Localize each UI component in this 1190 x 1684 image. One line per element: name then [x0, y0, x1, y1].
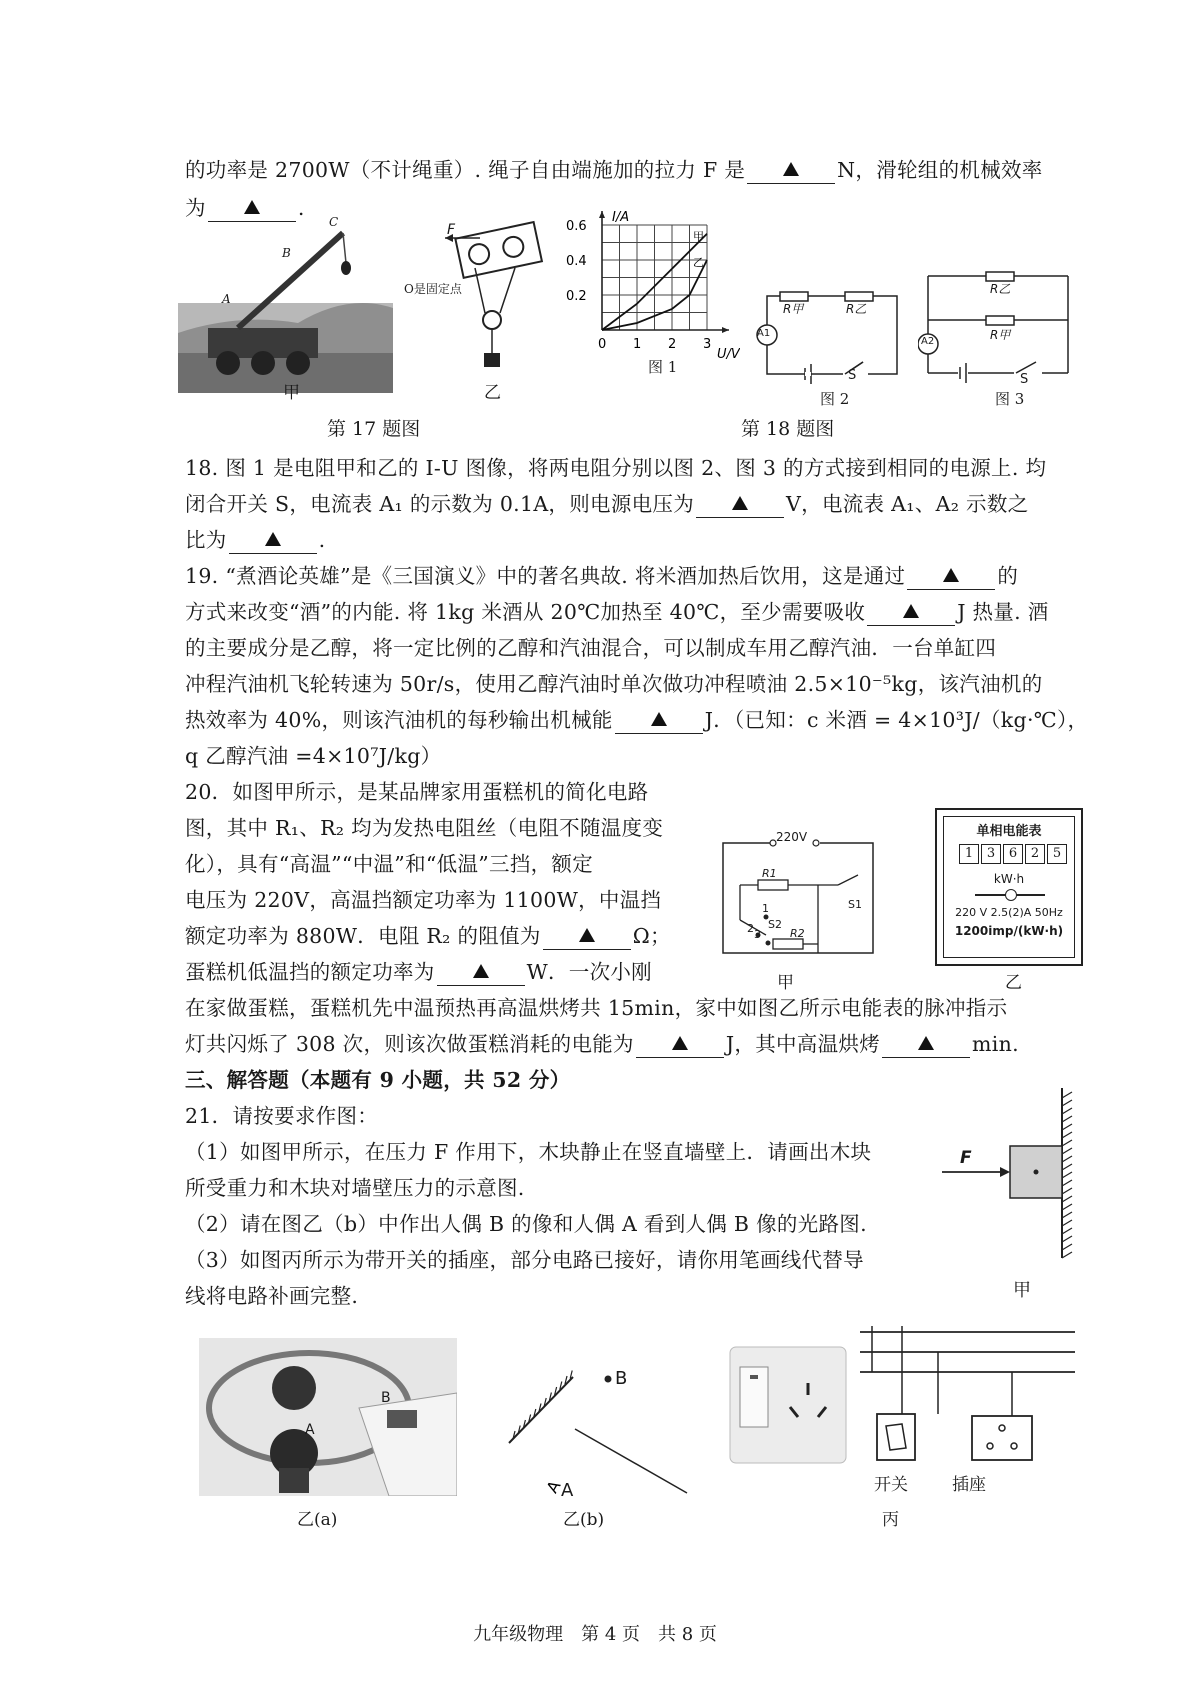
- answer-blank[interactable]: [636, 1031, 724, 1058]
- q20-line2: [185, 810, 663, 846]
- crane-photo: [178, 213, 393, 393]
- fig2-caption: 图 2: [820, 390, 850, 408]
- label-b: B: [282, 246, 291, 260]
- text: q 乙醇汽油 =4×10⁷J/kg）: [185, 744, 442, 768]
- wall-hatch: [1062, 1116, 1072, 1122]
- r-yi-label: R乙: [846, 302, 867, 316]
- triangle-icon: [579, 928, 595, 942]
- label-o-fixed: O是固定点: [404, 282, 462, 296]
- triangle-icon: [918, 1036, 934, 1050]
- meter-unit: kW·h: [993, 872, 1025, 886]
- r-yi-label: R乙: [990, 282, 1011, 296]
- point-a-label: A: [561, 1480, 574, 1501]
- pos1-label: 1: [762, 902, 769, 915]
- fig-yi-a-caption: 乙(a): [297, 1510, 338, 1530]
- switch-label: S: [848, 368, 857, 383]
- q17-line1: [185, 152, 1043, 188]
- q17-caption: 第 17 题图: [327, 418, 421, 440]
- wall-hatch: [1062, 1156, 1072, 1162]
- mirror-ray-diagram: [505, 1365, 695, 1500]
- q19-line4: [185, 666, 1043, 702]
- wall-hatch: [1062, 1092, 1072, 1098]
- wall-hatch: [1062, 1204, 1072, 1210]
- text: （1）如图甲所示，在压力 F 作用下，木块静止在竖直墙壁上．请画出木块: [185, 1140, 872, 1164]
- text: V，电流表 A₁、A₂ 示数之: [786, 492, 1029, 516]
- text: 18. 图 1 是电阻甲和乙的 I-U 图像，将两电阻分别以图 2、图 3 的方式接到相同的电源上. 均: [185, 456, 1047, 480]
- triangle-icon: [265, 532, 281, 546]
- wall-hatch: [1062, 1140, 1072, 1146]
- point-b-label: B: [615, 1368, 628, 1389]
- pos2-label: 2: [747, 922, 754, 935]
- q21-1a: [185, 1134, 871, 1170]
- q21-1b: [185, 1170, 525, 1206]
- text: （3）如图丙所示为带开关的插座，部分电路已接好，请你用笔画线代替导: [185, 1248, 864, 1272]
- x-tick-label: 0: [598, 337, 607, 352]
- label-c: C: [329, 215, 339, 229]
- text: 灯共闪烁了 308 次，则该次做蛋糕消耗的电能为: [185, 1032, 634, 1056]
- text: 热效率为 40%，则该汽油机的每秒输出机械能: [185, 708, 613, 732]
- q19-line6: [185, 738, 441, 774]
- wall-hatch: [1062, 1180, 1072, 1186]
- fig-jia-caption: 甲: [283, 383, 300, 403]
- y-axis-label: I/A: [612, 210, 630, 225]
- x-axis-label: U/V: [717, 347, 740, 360]
- wall-hatch: [1062, 1108, 1072, 1114]
- fig-yi-b-caption: 乙(b): [563, 1510, 605, 1530]
- text: 三、解答题（本题有 9 小题，共 52 分）: [185, 1068, 571, 1092]
- text: 方式来改变“酒”的内能. 将 1kg 米酒从 20℃加热至 40℃，至少需要吸收: [185, 600, 866, 624]
- wall-block-diagram: [940, 1088, 1080, 1263]
- ammeter-a1-label: A1: [757, 328, 771, 339]
- fig-yi-caption: 乙: [1005, 973, 1022, 993]
- meter-digits: [959, 844, 1067, 864]
- wall-hatch: [1062, 1252, 1072, 1258]
- socket-photo: [728, 1345, 848, 1465]
- text: J 热量. 酒: [957, 600, 1049, 624]
- wall-hatch: [1062, 1100, 1072, 1106]
- q21-3b: [185, 1278, 358, 1314]
- fig1-caption: 图 1: [648, 358, 678, 376]
- svg-text:A: A: [542, 1477, 565, 1497]
- r-jia-label: R甲: [990, 328, 1011, 342]
- answer-blank[interactable]: [867, 599, 955, 626]
- text: 的: [997, 564, 1019, 588]
- r-jia-label: R甲: [783, 302, 804, 316]
- x-tick-label: 3: [703, 337, 712, 352]
- text: 为: [185, 196, 206, 220]
- x-tick-label: 2: [668, 337, 677, 352]
- q18-line2: [185, 486, 1028, 522]
- mirror-doll-photo: [199, 1338, 457, 1496]
- text: （2）请在图乙（b）中作出人偶 B 的像和人偶 A 看到人偶 B 像的光路图.: [185, 1212, 867, 1236]
- text: 电压为 220V，高温挡额定功率为 1100W，中温挡: [185, 888, 662, 912]
- wall-hatch: [1062, 1172, 1072, 1178]
- answer-blank[interactable]: [229, 527, 317, 554]
- x-axis-arrow: [722, 327, 729, 333]
- answer-blank[interactable]: [882, 1031, 970, 1058]
- text: 比为: [185, 528, 227, 552]
- energy-meter: [935, 808, 1083, 966]
- y-tick-label: 0.2: [566, 289, 587, 304]
- text: J．（已知：c 米酒 = 4×10³J/（kg·℃），: [704, 708, 1089, 732]
- q20-line5: [185, 918, 671, 954]
- s2-label: S2: [768, 918, 782, 931]
- q20-line1: [185, 774, 648, 810]
- r2-label: R2: [790, 927, 805, 940]
- q18-caption: 第 18 题图: [741, 418, 835, 440]
- chart-grid: [602, 225, 707, 330]
- switch-label: 开关: [874, 1475, 908, 1495]
- answer-blank[interactable]: [437, 959, 525, 986]
- series-label: 甲: [693, 229, 704, 243]
- meter-digit: 2: [1025, 844, 1045, 864]
- q20-line6: [185, 954, 652, 990]
- triangle-icon: [903, 604, 919, 618]
- text: 所受重力和木块对墙壁压力的示意图.: [185, 1176, 525, 1200]
- y-tick-label: 0.6: [566, 219, 587, 234]
- wall-hatch: [1062, 1188, 1072, 1194]
- fig-jia-caption: 甲: [777, 973, 794, 993]
- triangle-icon: [943, 568, 959, 582]
- ammeter-a2-label: A2: [921, 336, 935, 347]
- text: N，滑轮组的机械效率: [837, 158, 1043, 182]
- doll-a-label: A: [305, 1422, 315, 1438]
- label-a: A: [222, 292, 231, 306]
- meter-title: 单相电能表: [976, 824, 1042, 839]
- text: 蛋糕机低温挡的额定功率为: [185, 960, 435, 984]
- text: min.: [972, 1032, 1019, 1056]
- wall-hatch: [1062, 1164, 1072, 1170]
- y-tick-label: 0.4: [566, 254, 587, 269]
- section-heading: [185, 1062, 570, 1098]
- q21-2: [185, 1206, 867, 1242]
- meter-rating: 220 V 2.5(2)A 50Hz: [955, 906, 1063, 919]
- text: 的功率是 2700W（不计绳重）. 绳子自由端施加的拉力 F 是: [185, 158, 746, 182]
- wall-hatch: [1062, 1132, 1072, 1138]
- doll-b-label: B: [381, 1390, 391, 1406]
- wall-hatch: [1062, 1196, 1072, 1202]
- q19-line2: [185, 594, 1049, 630]
- text: .: [297, 196, 305, 220]
- fig-jia-caption: 甲: [1013, 1280, 1031, 1301]
- wall-hatch: [1062, 1244, 1072, 1250]
- s1-label: S1: [848, 898, 862, 911]
- chart-axes: [599, 211, 729, 333]
- label-f: F: [447, 222, 456, 238]
- text: Ω；: [632, 924, 671, 948]
- pos3-label: 3: [754, 928, 761, 941]
- text: 图，其中 R₁、R₂ 均为发热电阻丝（电阻不随温度变: [185, 816, 664, 840]
- wall-hatch: [1062, 1148, 1072, 1154]
- q18-line3: [185, 522, 325, 558]
- fig3-caption: 图 3: [995, 390, 1025, 408]
- text: 化），具有“高温”“中温”和“低温”三挡，额定: [185, 852, 594, 876]
- wall-hatch: [1062, 1236, 1072, 1242]
- meter-digit: 1: [959, 844, 979, 864]
- iu-graph: [560, 210, 740, 360]
- text: .: [318, 528, 326, 552]
- text: 的主要成分是乙醇，将一定比例的乙醇和汽油混合，可以制成车用乙醇汽油．一台单缸四: [185, 636, 997, 660]
- q19-line5: [185, 702, 1088, 738]
- force-f-label: F: [960, 1148, 972, 1168]
- triangle-icon: [732, 496, 748, 510]
- q18-line1: [185, 450, 1046, 486]
- q21-3a: [185, 1242, 864, 1278]
- text: 线将电路补画完整.: [185, 1284, 359, 1308]
- q21-title: [185, 1098, 378, 1134]
- answer-blank[interactable]: [696, 491, 784, 518]
- meter-digit: 6: [1003, 844, 1023, 864]
- answer-blank[interactable]: [747, 157, 835, 184]
- text: W．一次小刚: [526, 960, 652, 984]
- triangle-icon: [244, 200, 260, 214]
- wiring-diagram: [860, 1322, 1080, 1472]
- pulley-diagram: [405, 218, 545, 378]
- q19-line3: [185, 630, 996, 666]
- wall-hatch: [1062, 1228, 1072, 1234]
- q20-line3: [185, 846, 593, 882]
- wall-hatch: [1062, 1212, 1072, 1218]
- triangle-icon: [783, 162, 799, 176]
- voltage-label: 220V: [776, 830, 808, 844]
- q20-line8: [185, 1026, 1019, 1062]
- triangle-icon: [473, 964, 489, 978]
- page-footer: 九年级物理 第 4 页 共 8 页: [473, 1624, 717, 1645]
- text: J，其中高温烘烤: [725, 1032, 880, 1056]
- wall-hatch: [1062, 1124, 1072, 1130]
- answer-blank[interactable]: [907, 563, 995, 590]
- switch-label: S: [1020, 372, 1029, 387]
- text: 闭合开关 S，电流表 A₁ 的示数为 0.1A，则电源电压为: [185, 492, 695, 516]
- answer-blank[interactable]: [615, 707, 703, 734]
- text: 冲程汽油机飞轮转速为 50r/s，使用乙醇汽油时单次做功冲程喷油 2.5×10⁻⁵kg，该汽油机的: [185, 672, 1043, 696]
- fig-bing-caption: 丙: [882, 1510, 899, 1530]
- text: 19. “煮酒论英雄”是《三国演义》中的著名典故. 将米酒加热后饮用，这是通过: [185, 564, 906, 588]
- triangle-icon: [672, 1036, 688, 1050]
- wall-hatch: [1062, 1220, 1072, 1226]
- socket-label: 插座: [952, 1475, 986, 1495]
- chart-ticks: [566, 210, 740, 360]
- q19-line1: [185, 558, 1018, 594]
- answer-blank[interactable]: [543, 923, 631, 950]
- text: 在家做蛋糕，蛋糕机先中温预热再高温烘烤共 15min，家中如图乙所示电能表的脉冲指示: [185, 996, 1008, 1020]
- x-tick-label: 1: [633, 337, 642, 352]
- meter-digit: 5: [1047, 844, 1067, 864]
- pulse-lamp-icon: [1005, 889, 1017, 901]
- text: 额定功率为 880W．电阻 R₂ 的阻值为: [185, 924, 541, 948]
- triangle-icon: [651, 712, 667, 726]
- circuit-fig2: [745, 290, 915, 385]
- q20-line7: [185, 990, 1007, 1026]
- y-axis-arrow: [599, 211, 605, 218]
- r1-label: R1: [762, 867, 777, 880]
- fig-yi-caption: 乙: [484, 383, 501, 403]
- text: 21．请按要求作图：: [185, 1104, 379, 1128]
- meter-digit: 3: [981, 844, 1001, 864]
- meter-imp: 1200imp/(kW·h): [954, 924, 1064, 938]
- q20-line4: [185, 882, 661, 918]
- text: 20．如图甲所示，是某品牌家用蛋糕机的简化电路: [185, 780, 649, 804]
- series-label: 乙: [693, 256, 704, 269]
